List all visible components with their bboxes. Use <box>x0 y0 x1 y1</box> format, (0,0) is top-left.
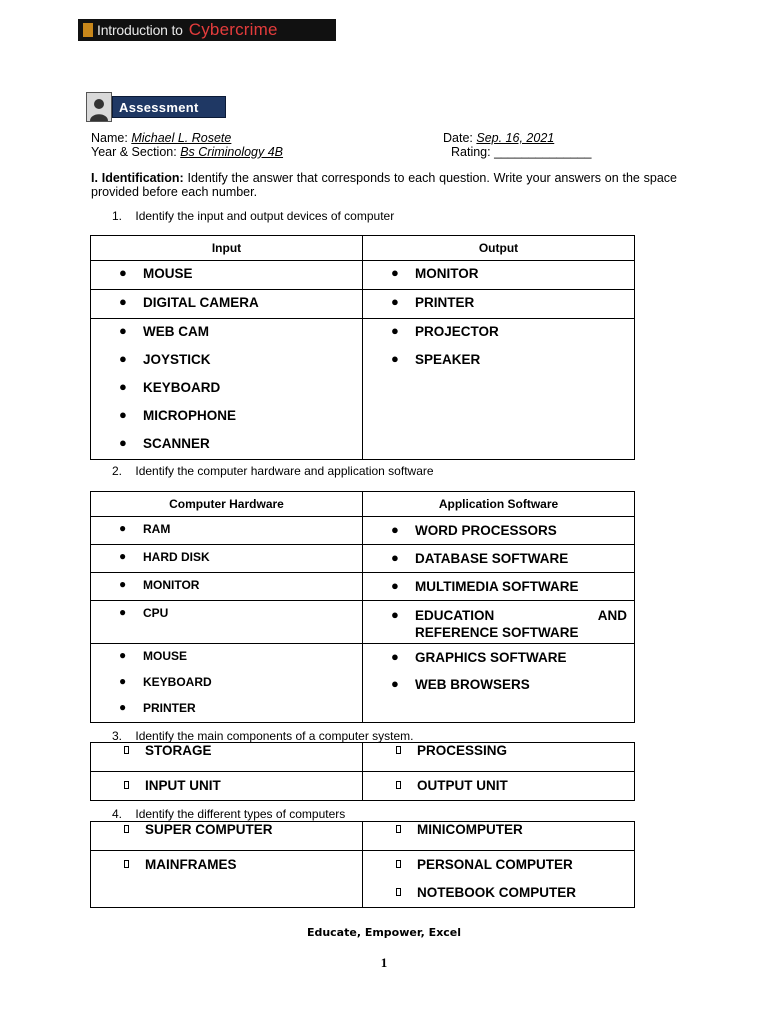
name-label: Name: <box>91 131 128 145</box>
list-item: STORAGE <box>91 743 362 771</box>
input-cell <box>91 261 363 290</box>
checkbox-icon <box>396 746 401 754</box>
bullet-icon: ● <box>119 265 127 280</box>
list-item: ● SCANNER <box>119 435 210 451</box>
input-output-table <box>90 235 635 460</box>
list-item <box>363 601 634 641</box>
bullet-icon: ● <box>119 549 127 563</box>
list-item: MINICOMPUTER <box>363 822 634 850</box>
checkbox-icon <box>124 781 129 789</box>
checkbox-icon <box>396 860 401 868</box>
software-cell <box>363 601 635 644</box>
wrapped-line: REFERENCE SOFTWARE <box>415 625 579 640</box>
list-item: ● RAM <box>119 521 171 536</box>
list-item: MAINFRAMES <box>91 851 362 879</box>
hardware-software-table <box>90 491 635 723</box>
software-cell <box>363 573 635 601</box>
page-number: 1 <box>380 955 388 970</box>
banner-title-part2: Cybercrime <box>188 20 278 39</box>
bullet-icon: ● <box>391 676 399 691</box>
bullet-icon: ● <box>391 265 399 280</box>
question-3-number: 3. <box>112 729 123 743</box>
software-cell <box>363 545 635 573</box>
rating-blank: ______________ <box>494 145 592 159</box>
list-item: ● PRINTER <box>391 294 475 310</box>
hardware-cell <box>91 601 363 644</box>
assessment-badge <box>86 92 226 122</box>
bullet-icon: ● <box>119 605 127 619</box>
hardware-header: Computer Hardware <box>91 492 363 517</box>
bullet-icon: ● <box>391 550 399 565</box>
rating-label: Rating: <box>451 145 491 159</box>
type-cell <box>363 822 635 851</box>
list-item: OUTPUT UNIT <box>363 772 634 800</box>
checkbox-icon <box>124 825 129 833</box>
bullet-icon: ● <box>391 607 399 622</box>
list-item: ● MICROPHONE <box>119 407 237 423</box>
bullet-icon: ● <box>391 294 399 309</box>
course-title-banner <box>78 19 336 41</box>
list-item: ● MOUSE <box>119 648 188 663</box>
bullet-icon: ● <box>391 522 399 537</box>
question-4-number: 4. <box>112 807 123 821</box>
output-cell <box>363 290 635 319</box>
software-header: Application Software <box>363 492 635 517</box>
section-value: Bs Criminology 4B <box>180 145 284 159</box>
question-4-text: Identify the different types of computers <box>135 807 346 821</box>
input-cell <box>91 319 363 460</box>
bullet-icon: ● <box>119 674 127 688</box>
computer-types-table <box>90 821 635 908</box>
hardware-cell <box>91 545 363 573</box>
type-cell <box>91 822 363 851</box>
list-item: ● WEB CAM <box>119 323 209 339</box>
bullet-icon: ● <box>119 521 127 535</box>
list-item: ● PROJECTOR <box>391 323 499 339</box>
hardware-cell <box>91 644 363 723</box>
name-line <box>91 131 231 145</box>
section-label: Year & Section: <box>91 145 177 159</box>
list-item: SUPER COMPUTER <box>91 822 362 850</box>
list-item: ● KEYBOARD <box>119 674 212 689</box>
list-item: ● SPEAKER <box>391 351 481 367</box>
list-item: ● PRINTER <box>119 700 196 715</box>
question-3-text: Identify the main components of a computer system. <box>135 729 414 743</box>
output-cell <box>363 261 635 290</box>
checkbox-icon <box>124 746 129 754</box>
bullet-icon: ● <box>391 578 399 593</box>
list-item: ● GRAPHICS SOFTWARE <box>391 649 567 665</box>
list-item: ● MULTIMEDIA SOFTWARE <box>391 578 579 594</box>
date-label: Date: <box>443 131 473 145</box>
list-item: PROCESSING <box>363 743 634 771</box>
bullet-icon: ● <box>119 379 127 394</box>
list-item: ● HARD DISK <box>119 549 210 564</box>
list-item: ● WEB BROWSERS <box>391 676 530 692</box>
component-cell <box>363 743 635 772</box>
checkbox-icon <box>396 888 401 896</box>
bullet-icon: ● <box>119 577 127 591</box>
list-item: ● JOYSTICK <box>119 351 211 367</box>
name-value: Michael L. Rosete <box>131 131 232 145</box>
wrapped-line: EDUCATION AND <box>415 608 627 623</box>
question-1 <box>112 209 394 223</box>
list-item: ● DATABASE SOFTWARE <box>391 550 569 566</box>
bullet-icon: ● <box>119 700 127 714</box>
list-item: ● MOUSE <box>119 265 193 281</box>
hardware-cell <box>91 517 363 545</box>
question-3 <box>112 729 414 743</box>
bullet-icon: ● <box>119 648 127 662</box>
user-silhouette-icon <box>86 92 112 122</box>
question-4 <box>112 807 345 821</box>
component-cell <box>363 772 635 801</box>
checkbox-icon <box>396 825 401 833</box>
date-value: Sep. 16, 2021 <box>476 131 555 145</box>
question-2-number: 2. <box>112 464 123 478</box>
input-header: Input <box>91 236 363 261</box>
bullet-icon: ● <box>119 435 127 450</box>
output-cell <box>363 319 635 460</box>
question-1-number: 1. <box>112 209 123 223</box>
question-2-text: Identify the computer hardware and application software <box>135 464 434 478</box>
date-line <box>443 131 554 145</box>
type-cell <box>363 851 635 908</box>
components-table <box>90 742 635 801</box>
question-2 <box>112 464 434 478</box>
instructions <box>91 171 677 199</box>
list-item: PERSONAL COMPUTER <box>363 851 634 879</box>
bullet-icon: ● <box>391 351 399 366</box>
footer-motto: Educate, Empower, Excel <box>306 926 462 939</box>
section-line <box>91 145 283 159</box>
bullet-icon: ● <box>119 351 127 366</box>
type-cell <box>91 851 363 908</box>
bullet-icon: ● <box>119 407 127 422</box>
checkbox-icon <box>124 860 129 868</box>
output-header: Output <box>363 236 635 261</box>
assessment-label: Assessment <box>112 96 226 118</box>
bullet-icon: ● <box>119 323 127 338</box>
bullet-icon: ● <box>391 323 399 338</box>
list-item: NOTEBOOK COMPUTER <box>363 879 634 907</box>
list-item: ● KEYBOARD <box>119 379 221 395</box>
question-1-text: Identify the input and output devices of computer <box>135 209 395 223</box>
hardware-cell <box>91 573 363 601</box>
banner-accent-square <box>83 23 93 37</box>
list-item: ● DIGITAL CAMERA <box>119 294 259 310</box>
software-cell <box>363 644 635 723</box>
list-item: ● CPU <box>119 605 169 620</box>
list-item: ● WORD PROCESSORS <box>391 522 557 538</box>
component-cell <box>91 743 363 772</box>
bullet-icon: ● <box>119 294 127 309</box>
banner-title-part1: Introduction to <box>97 22 183 38</box>
list-item: ● MONITOR <box>119 577 200 592</box>
instructions-text: Identify the answer that corresponds to each question. Write your answers on the space provided before each number. <box>91 171 678 199</box>
instructions-heading: I. Identification: <box>91 171 184 185</box>
component-cell <box>91 772 363 801</box>
bullet-icon: ● <box>391 649 399 664</box>
list-item: INPUT UNIT <box>91 772 362 800</box>
checkbox-icon <box>396 781 401 789</box>
input-cell <box>91 290 363 319</box>
list-item: ● MONITOR <box>391 265 479 281</box>
software-cell <box>363 517 635 545</box>
rating-line <box>451 145 591 159</box>
